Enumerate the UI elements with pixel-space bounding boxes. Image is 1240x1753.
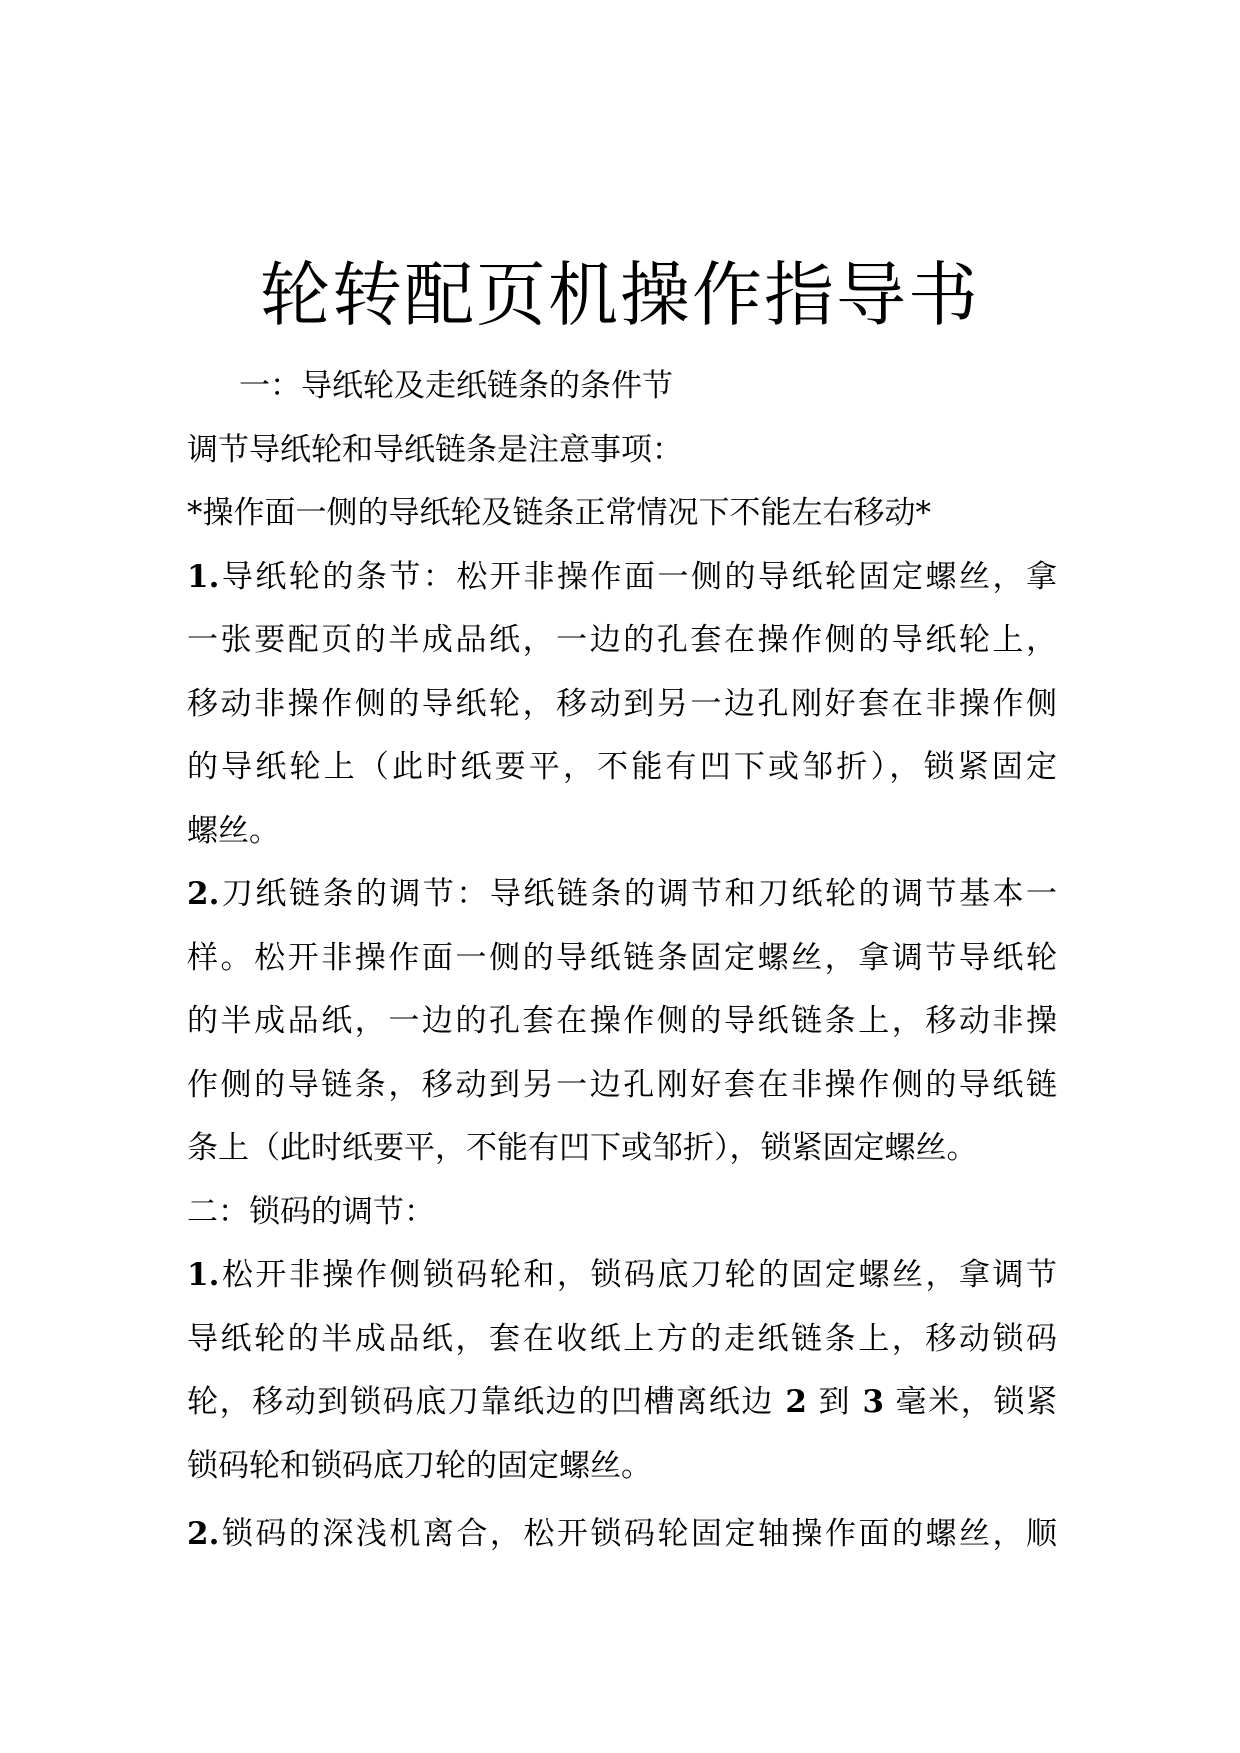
paragraph-text: 到 (806, 1384, 863, 1420)
paragraph-line: 一张要配页的半成品纸，一边的孔套在操作侧的导纸轮上， (187, 622, 1057, 658)
paragraph-line: 的半成品纸，一边的孔套在操作侧的导纸链条上，移动非操 (187, 1003, 1057, 1039)
item-number: 1. (187, 558, 220, 595)
paragraph-line (187, 863, 1057, 927)
number-value: 3 (862, 1384, 885, 1420)
paragraph-text: 毫米，锁紧 (884, 1384, 1057, 1420)
paragraph-line (187, 1371, 1057, 1435)
paragraph-line: 锁码轮和锁码底刀轮的固定螺丝。 (187, 1447, 652, 1484)
note-text: *操作面一侧的导纸轮及链条正常情况下不能左右移动* (187, 495, 931, 531)
paragraph-text: 松开非操作侧锁码轮和，锁码底刀轮的固定螺丝，拿调节 (219, 1257, 1057, 1293)
paragraph-line (187, 546, 1057, 610)
section-heading-1: 一：导纸轮及走纸链条的条件节 (239, 368, 673, 404)
paragraph-line: 样。松开非操作面一侧的导纸链条固定螺丝，拿调节导纸轮 (187, 939, 1057, 976)
document-body (187, 355, 1057, 1567)
paragraph-line: 移动非操作侧的导纸轮，移动到另一边孔刚好套在非操作侧 (187, 685, 1057, 722)
item-number: 1. (187, 1257, 220, 1293)
paragraph-line (187, 1244, 1057, 1308)
paragraph-text: 导纸轮的条节：松开非操作面一侧的导纸轮固定螺丝，拿 (219, 558, 1057, 595)
paragraph-line: 导纸轮的半成品纸，套在收纸上方的走纸链条上，移动锁码 (187, 1320, 1057, 1357)
paragraph-line (187, 1503, 1057, 1567)
document-title: 轮转配页机操作指导书 (260, 254, 980, 336)
item-number: 2. (187, 876, 220, 912)
section-heading-2: 二：锁码的调节： (187, 1193, 435, 1230)
paragraph-line: 的导纸轮上（此时纸要平，不能有凹下或邹折），锁紧固定 (187, 749, 1057, 785)
paragraph-line: 条上（此时纸要平，不能有凹下或邹折），锁紧固定螺丝。 (187, 1130, 978, 1166)
paragraph-text: 刀纸链条的调节：导纸链条的调节和刀纸轮的调节基本一 (219, 876, 1057, 912)
paragraph-line: 螺丝。 (187, 812, 280, 849)
paragraph-text: 锁码的深浅机离合，松开锁码轮固定轴操作面的螺丝，顺 (219, 1516, 1057, 1552)
paragraph-line: 作侧的导链条，移动到另一边孔刚好套在非操作侧的导纸链 (187, 1066, 1057, 1103)
intro-text: 调节导纸轮和导纸链条是注意事项： (187, 431, 683, 468)
item-number: 2. (187, 1516, 220, 1552)
paragraph-text: 轮，移动到锁码底刀靠纸边的凹槽离纸边 (187, 1384, 786, 1420)
number-value: 2 (785, 1384, 807, 1420)
